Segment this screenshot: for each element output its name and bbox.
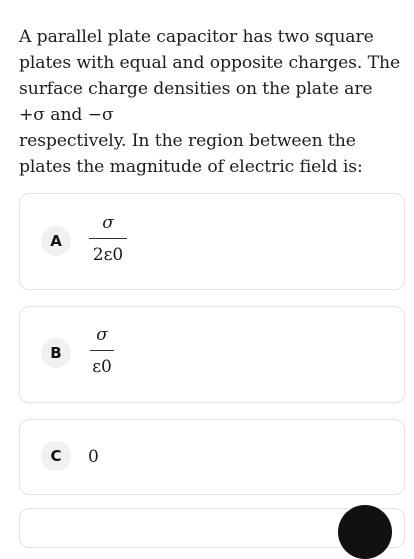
option-c[interactable] [19,419,405,495]
option-a-fraction [89,212,127,266]
option-letter-badge: A [41,226,71,256]
option-c-value: 0 [88,447,99,467]
fraction-denominator: ε0 [92,357,112,377]
question-and: and [44,105,88,125]
plus-sigma: +σ [19,105,45,125]
fraction-numerator: σ [102,213,114,233]
floating-action-button[interactable] [338,505,392,559]
question-text [19,24,401,180]
question-part1: A parallel plate capacitor has two square plates with equal and opposite charges. The surface charge densities on the plate are [19,27,401,99]
option-b[interactable] [19,306,405,403]
fraction-denominator: 2ε0 [92,245,124,265]
fraction-bar [89,238,127,239]
fraction-bar [90,350,114,351]
fraction-numerator: σ [96,325,108,345]
question-part2: respectively. In the region between the plates the magnitude of electric field is: [19,131,363,177]
option-letter-badge: B [41,338,71,368]
option-b-fraction [90,324,114,378]
option-a[interactable] [19,193,405,290]
minus-sigma: −σ [87,105,114,125]
option-letter-badge: C [41,441,71,471]
